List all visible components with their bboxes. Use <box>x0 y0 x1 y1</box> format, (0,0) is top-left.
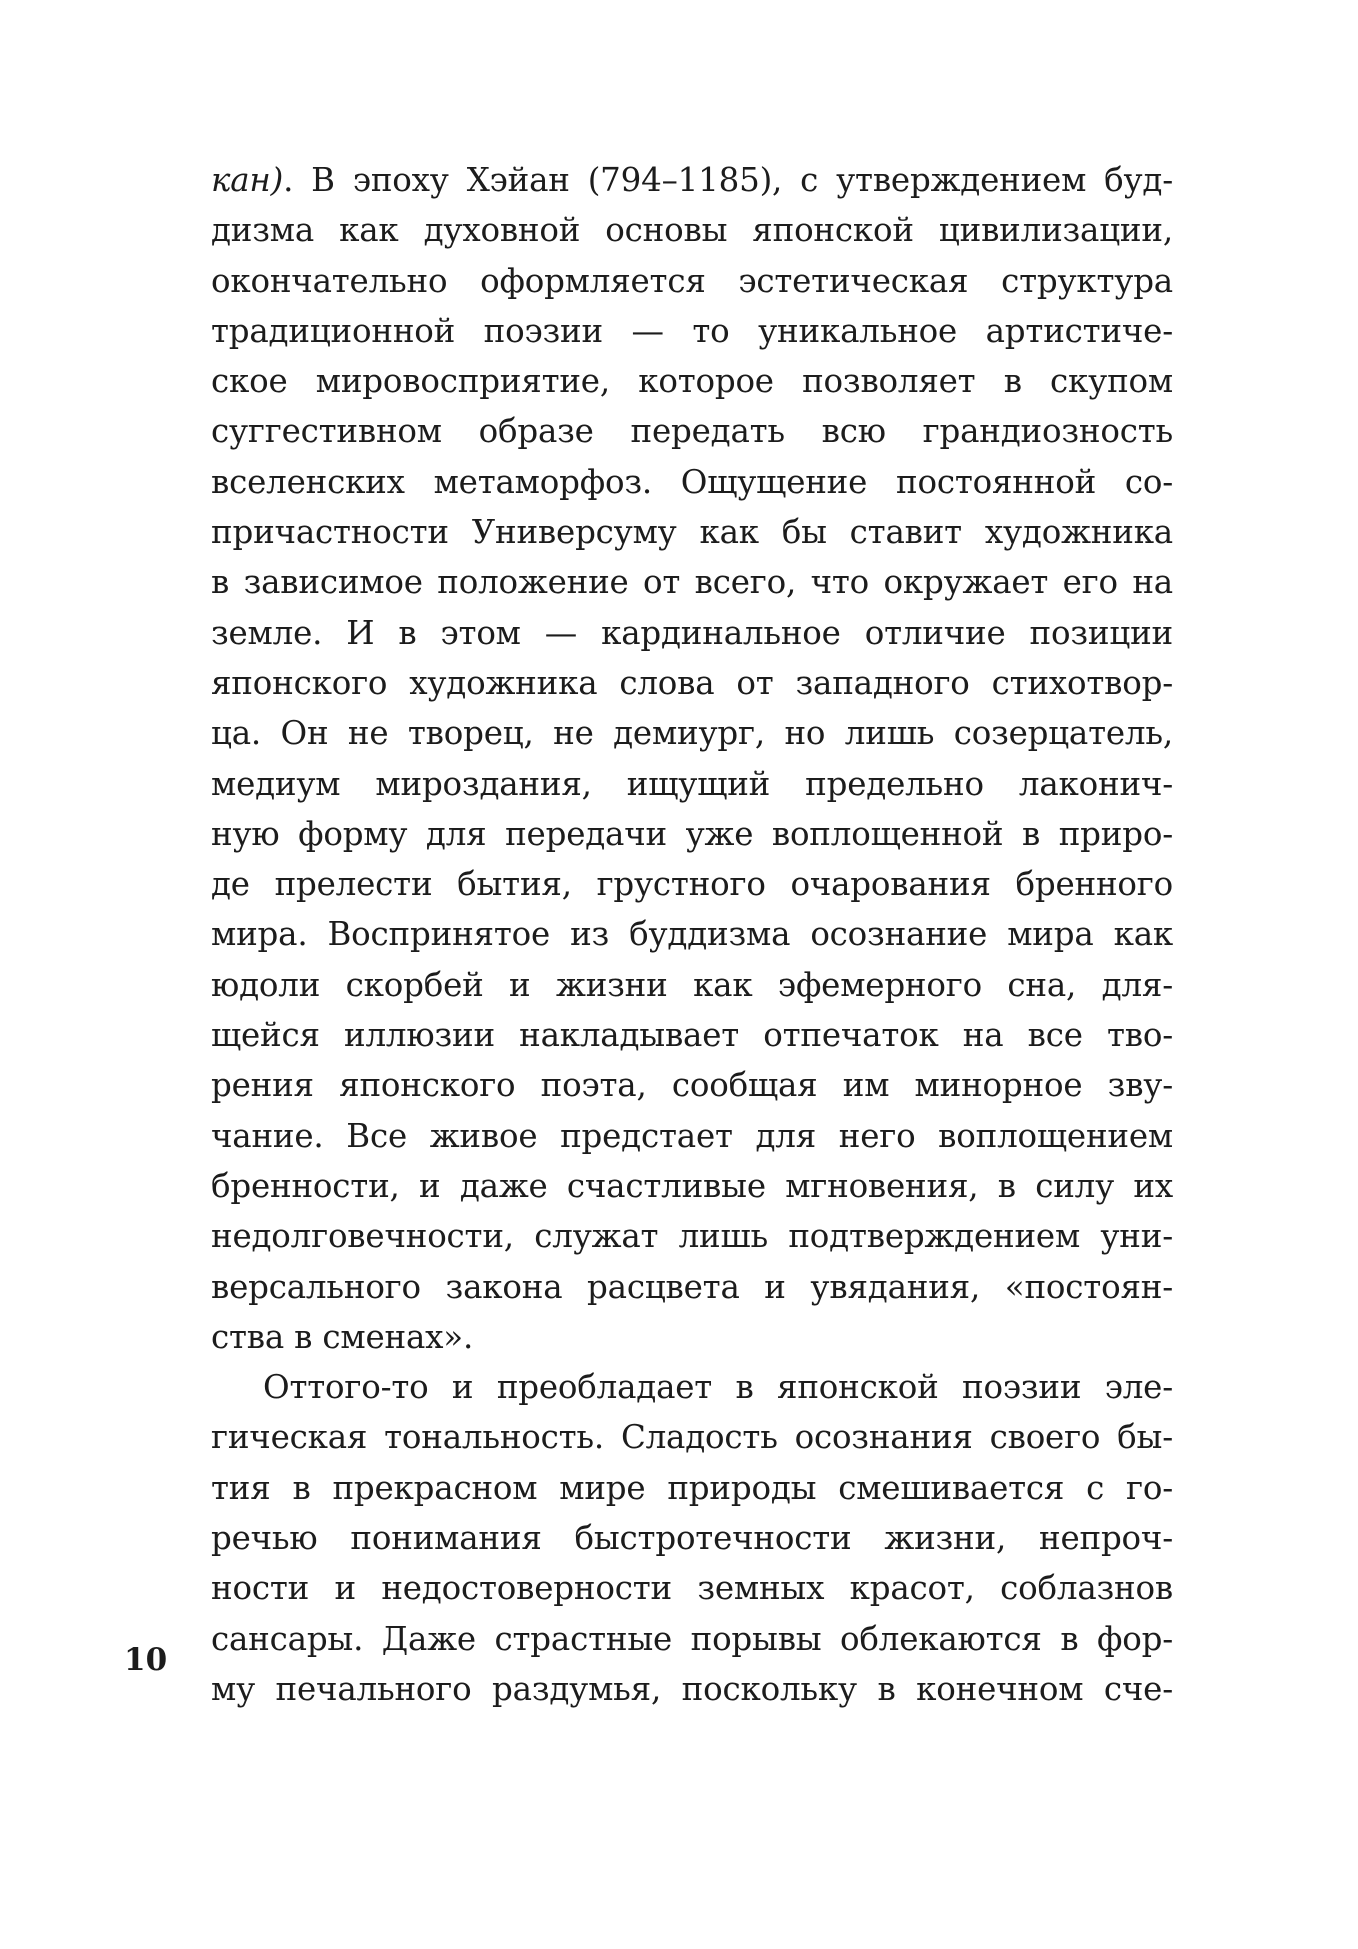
text-line: японского художника слова от западного стихотвор- <box>211 663 1173 702</box>
text-line: гическая тональность. Сладость осознания своего бы- <box>211 1418 1173 1457</box>
text-line: юдоли скорбей и жизни как эфемерного сна, для- <box>211 965 1173 1004</box>
text-line: вселенских метаморфоз. Ощущение постоянной со- <box>211 462 1173 501</box>
text-line: тия в прекрасном мире природы смешивается с го- <box>211 1468 1173 1507</box>
text-line: речью понимания быстротечности жизни, непроч- <box>211 1519 1173 1558</box>
text-line: ную форму для передачи уже воплощенной в приро- <box>211 814 1173 853</box>
text-line: Оттого-то и преобладает в японской поэзии эле- <box>263 1368 1173 1407</box>
text-line: сансары. Даже страстные порывы облекаются в фор- <box>211 1619 1173 1658</box>
text-line: земле. И в этом — кардинальное отличие позиции <box>211 613 1173 652</box>
text-line: причастности Универсуму как бы ставит художника <box>211 513 1173 552</box>
text-line: в зависимое положение от всего, что окружает его на <box>211 563 1173 602</box>
text-line: чание. Все живое предстает для него воплощением <box>211 1116 1173 1155</box>
text-line: ца. Он не творец, не демиург, но лишь созерцатель, <box>211 714 1173 753</box>
text-line: суггестивном образе передать всю грандиозность <box>211 412 1173 451</box>
paragraph <box>211 155 1173 1362</box>
text-line: недолговечности, служат лишь подтверждением уни- <box>211 1217 1173 1256</box>
text-line: бренности, и даже счастливые мгновения, в силу их <box>211 1166 1173 1205</box>
page-number: 10 <box>124 1642 168 1678</box>
text-line: версального закона расцвета и увядания, «постоян- <box>211 1267 1173 1306</box>
text-line: ское мировосприятие, которое позволяет в скупом <box>211 362 1173 401</box>
text-line: кан). В эпоху Хэйан (794–1185), с утверждением буд- <box>211 161 1173 199</box>
body-text <box>211 155 1173 1714</box>
italic-fragment: кан) <box>211 161 284 199</box>
paragraph <box>211 1362 1173 1714</box>
text-line: окончательно оформляется эстетическая структура <box>211 261 1173 300</box>
text-line: медиум мироздания, ищущий предельно лаконич- <box>211 764 1173 803</box>
text-line: традиционной поэзии — то уникальное артистиче- <box>211 311 1173 350</box>
text-line: щейся иллюзии накладывает отпечаток на все тво- <box>211 1016 1173 1055</box>
text-line: рения японского поэта, сообщая им минорное зву- <box>211 1066 1173 1105</box>
text-line: де прелести бытия, грустного очарования бренного <box>211 865 1173 904</box>
text-line: дизма как духовной основы японской цивилизации, <box>211 211 1173 250</box>
text-line: мира. Воспринятое из буддизма осознание мира как <box>211 915 1173 954</box>
text-line: ности и недостоверности земных красот, соблазнов <box>211 1569 1173 1608</box>
text-line: ства в сменах». <box>211 1317 474 1356</box>
text-line: му печального раздумья, поскольку в конечном сче- <box>211 1669 1173 1708</box>
